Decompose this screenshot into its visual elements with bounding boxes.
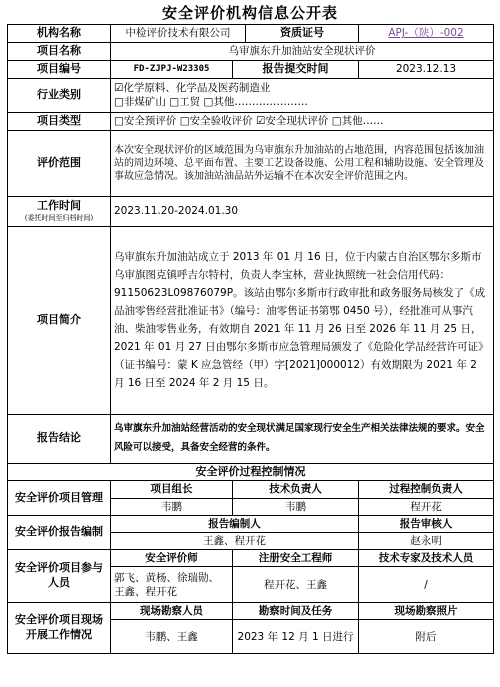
- work-time-note: (委托时间至归档时间): [24, 213, 94, 222]
- report-header-author: 报告编制人: [111, 515, 359, 532]
- intro-label: 项目简介: [8, 226, 111, 414]
- personnel-label: 安全评价项目参与人员: [8, 550, 111, 603]
- work-time-value: 2023.11.20-2024.01.30: [111, 196, 494, 226]
- scope-value: 本次安全现状评价的区域范围为乌审旗东升加油站的占地范围，内容范围包括该加油站的周边环境、总平面布置、主要工艺设备设施、公用工程和辅助设施、安全管理及事故应急情况。该加油站油品站外运输不在本次安全评价范围之内。: [111, 130, 494, 196]
- conclusion-value: 乌审旗东升加油站经营活动的安全现状满足国家现行安全生产相关法律法规的要求。安全风险可以接受，具备安全经营的条件。: [111, 414, 494, 463]
- site-header-staff: 现场勘察人员: [111, 603, 233, 620]
- industry-value: [111, 78, 494, 112]
- report-value-reviewer: 赵永明: [359, 532, 494, 549]
- report-label: 安全评价报告编制: [8, 515, 111, 549]
- report-header-reviewer: 报告审核人: [359, 515, 494, 532]
- work-time-title: 工作时间: [37, 198, 81, 212]
- personnel-header-assessor: 安全评价师: [111, 550, 233, 567]
- site-header-time: 勘察时间及任务: [233, 603, 359, 620]
- manager-value-leader: 韦鹏: [111, 498, 233, 515]
- site-value-staff: 韦鹏、王鑫: [111, 620, 233, 654]
- report-value-author: 王鑫、程开花: [111, 532, 359, 549]
- personnel-value-expert: /: [359, 567, 494, 603]
- personnel-value-assessor: 郭飞、黄杨、徐瑞勋、王鑫、程开花: [111, 567, 233, 603]
- manager-header-tech: 技术负责人: [233, 481, 359, 498]
- site-value-photos: 附后: [359, 620, 494, 654]
- project-type-value: □安全预评价 □安全验收评价 ☑安全现状评价 □其他……: [111, 112, 494, 130]
- org-name-label: 机构名称: [8, 25, 111, 43]
- cert-value: APJ-（陕）-002: [359, 25, 494, 43]
- document-title: 安全评价机构信息公开表: [161, 4, 338, 22]
- manager-value-tech: 韦鹏: [233, 498, 359, 515]
- manager-header-process: 过程控制负责人: [359, 481, 494, 498]
- industry-label: 行业类别: [8, 78, 111, 112]
- personnel-value-engineer: 程开花、王鑫: [233, 567, 359, 603]
- industry-option-others: □非煤矿山 □工贸 □其他…………………: [114, 96, 308, 109]
- process-section-title: 安全评价过程控制情况: [8, 463, 494, 481]
- industry-option-chemical: ☑化学原料、化学品及医药制造业: [114, 82, 271, 95]
- cert-label: 资质证号: [246, 25, 359, 43]
- submit-date-value: 2023.12.13: [359, 60, 494, 78]
- personnel-header-engineer: 注册安全工程师: [233, 550, 359, 567]
- project-name-value: 乌审旗东升加油站安全现状评价: [111, 43, 494, 61]
- project-id-label: 项目编号: [8, 60, 111, 78]
- submit-date-label: 报告提交时间: [233, 60, 359, 78]
- scope-label: 评价范围: [8, 130, 111, 196]
- manager-header-leader: 项目组长: [111, 481, 233, 498]
- site-work-label: 安全评价项目现场开展工作情况: [8, 603, 111, 654]
- site-header-photos: 现场勘察照片: [359, 603, 494, 620]
- intro-value: 乌审旗东升加油站成立于 2013 年 01 月 16 日，位于内蒙古自治区鄂尔多斯市乌审旗图克镇呼吉尔特村，负责人李宝林，营业执照统一社会信用代码：91150623L09876079P。该站由鄂尔多斯市行政审批和政务服务局核发了《成品油零售经营批准证书》（编号：油零售证书第鄂 0450 号），经批准可从事汽油、柴油零售业务，有效期自 2021 年 11 月 26 日至 2026 年 11 月 25 日，2021 年 01 月 27 日由鄂尔多斯市应急管理局颁发了《危险化学品经营许可证》（证书编号：蒙 K 应急管经（甲）字[2021]000012）有效期限为 2021 年 2 月 16 日至 2024 年 2 月 15 日。: [111, 226, 494, 414]
- project-name-label: 项目名称: [8, 43, 111, 61]
- org-name-value: 中检评价技术有限公司: [111, 25, 246, 43]
- personnel-header-expert: 技术专家及技术人员: [359, 550, 494, 567]
- manager-label: 安全评价项目管理: [8, 481, 111, 515]
- work-time-label: [8, 196, 111, 226]
- conclusion-label: 报告结论: [8, 414, 111, 463]
- project-type-label: 项目类型: [8, 112, 111, 130]
- project-id-value: FD-ZJPJ-W23305: [111, 60, 233, 78]
- manager-value-process: 程开花: [359, 498, 494, 515]
- info-table: [7, 24, 494, 654]
- site-value-time: 2023 年 12 月 1 日进行: [233, 620, 359, 654]
